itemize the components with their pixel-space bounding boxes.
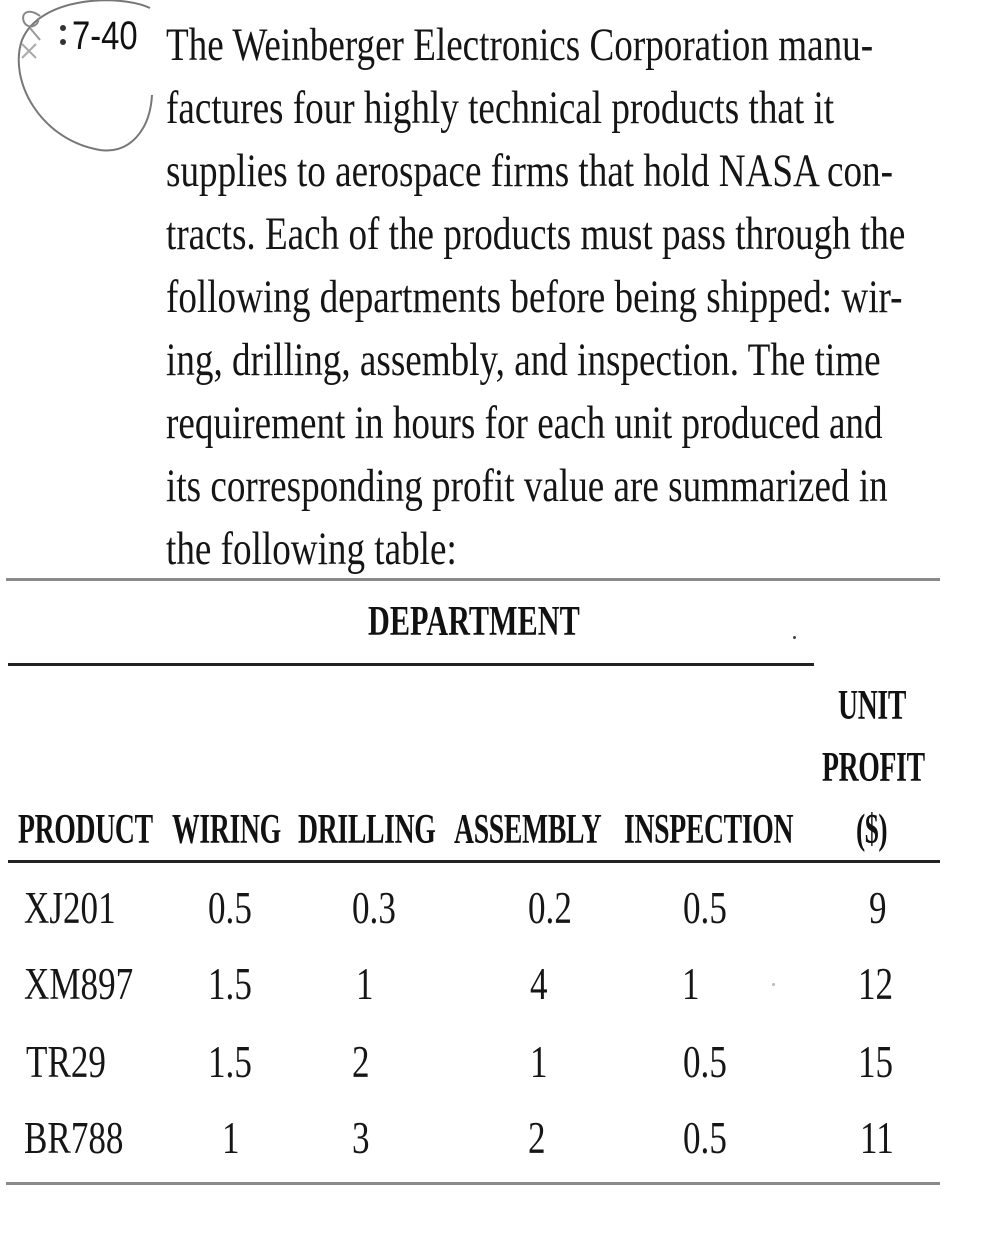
cell-wiring: 1.5 (208, 1037, 252, 1087)
statement-line: the following table: (166, 523, 457, 575)
department-heading: DEPARTMENT (368, 599, 580, 645)
speck (772, 983, 775, 986)
cell-drilling: 3 (352, 1113, 370, 1163)
unit-heading: UNIT (838, 683, 907, 729)
speck (793, 636, 796, 639)
cell-inspection: 0.5 (683, 1113, 727, 1163)
cell-drilling: 2 (352, 1037, 370, 1087)
cell-product: TR29 (26, 1037, 106, 1087)
cell-wiring: 1 (222, 1113, 240, 1163)
cell-inspection: 1 (682, 959, 700, 1009)
statement-line: The Weinberger Electronics Corporation manu- (166, 19, 874, 71)
problem-statement (166, 14, 906, 581)
problem-number: 7-40 (72, 14, 138, 58)
column-header-assembly: ASSEMBLY (454, 807, 602, 853)
statement-line: tracts. Each of the products must pass through the (166, 208, 906, 260)
cell-inspection: 0.5 (683, 1037, 727, 1087)
cell-assembly: 2 (528, 1113, 546, 1163)
cell-profit: 12 (858, 959, 894, 1009)
cell-assembly: 4 (530, 959, 548, 1009)
statement-line: supplies to aerospace firms that hold NASA con- (166, 145, 893, 197)
cell-profit: 9 (869, 883, 887, 933)
cell-drilling: 0.3 (352, 883, 396, 933)
statement-line: following departments before being shipped: wir- (166, 271, 903, 323)
statement-line: requirement in hours for each unit produced and (166, 397, 883, 449)
statement-line: ing, drilling, assembly, and inspection. The time (166, 334, 881, 386)
cell-drilling: 1 (356, 959, 374, 1009)
column-header-product: PRODUCT (18, 807, 153, 853)
profit-heading: PROFIT (822, 745, 925, 791)
table-top-rule (6, 578, 940, 581)
header-rule (8, 860, 940, 863)
table-bottom-rule (6, 1182, 940, 1185)
cell-product: BR788 (24, 1113, 124, 1163)
column-header-drilling: DRILLING (298, 807, 436, 853)
cell-profit: 11 (860, 1113, 894, 1163)
column-header-inspection: INSPECTION (624, 807, 794, 853)
cell-wiring: 0.5 (208, 883, 252, 933)
statement-line: its corresponding profit value are summarized in (166, 460, 888, 512)
dollar-heading: ($) (856, 807, 888, 853)
cell-profit: 15 (858, 1037, 894, 1087)
department-span-rule (8, 663, 814, 666)
cell-product: XM897 (24, 959, 134, 1009)
cell-assembly: 1 (530, 1037, 548, 1087)
cell-inspection: 0.5 (683, 883, 727, 933)
statement-line: factures four highly technical products that it (166, 82, 835, 134)
cell-assembly: 0.2 (528, 883, 572, 933)
cell-product: XJ201 (24, 883, 116, 933)
cell-wiring: 1.5 (208, 959, 252, 1009)
column-header-wiring: WIRING (172, 807, 281, 853)
